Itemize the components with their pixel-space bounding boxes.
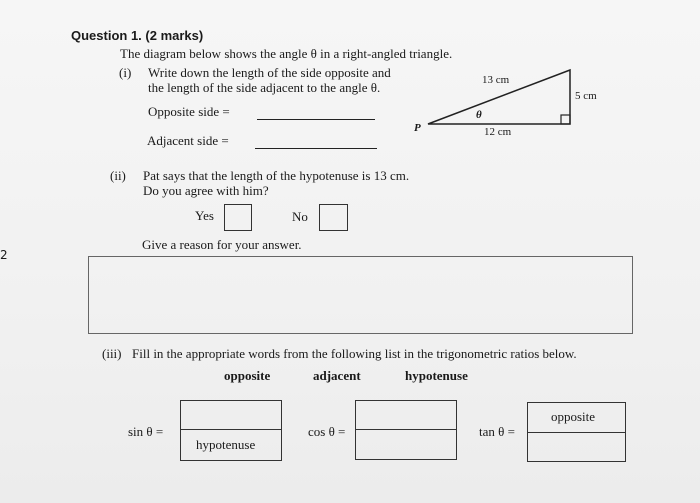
tan-numerator: opposite: [551, 409, 596, 424]
opposite-side-label: Opposite side =: [148, 104, 230, 119]
part-i-line2: the length of the side adjacent to the angle θ.: [148, 80, 381, 95]
cos-fraction-bar: [356, 429, 456, 430]
no-label: No: [292, 209, 308, 224]
yes-checkbox[interactable]: [224, 204, 252, 231]
adjacent-side-label: Adjacent side =: [147, 133, 229, 148]
part-iii-number: (iii): [102, 346, 122, 361]
word-adjacent: adjacent: [313, 368, 361, 383]
question-intro: The diagram below shows the angle θ in a right-angled triangle.: [120, 46, 453, 61]
part-ii-number: (ii): [110, 168, 126, 183]
part-iii-instruction: Fill in the appropriate words from the following list in the trigonometric ratios below.: [132, 346, 577, 361]
part-i-line1: Write down the length of the side opposite and: [148, 65, 391, 80]
part-ii-line2: Do you agree with him?: [143, 183, 269, 198]
yes-label: Yes: [195, 208, 214, 223]
cos-denominator-blank[interactable]: [356, 431, 454, 457]
base-length-label: 12 cm: [484, 126, 512, 138]
edge-mark: 2: [0, 248, 8, 262]
part-i-number: (i): [119, 65, 132, 80]
part-ii-line1: Pat says that the length of the hypotenuse is 13 cm.: [143, 168, 410, 183]
sin-label: sin θ =: [128, 424, 164, 439]
sin-numerator-blank[interactable]: [181, 401, 279, 427]
no-checkbox[interactable]: [319, 204, 348, 231]
opposite-length-label: 5 cm: [575, 90, 597, 102]
hypotenuse-length-label: 13 cm: [482, 74, 510, 86]
word-opposite: opposite: [224, 368, 271, 383]
sin-fraction-bar: [181, 429, 281, 430]
reason-prompt: Give a reason for your answer.: [142, 237, 302, 252]
opposite-answer-line[interactable]: [257, 119, 375, 120]
reason-answer-box[interactable]: [88, 256, 633, 334]
tan-label: tan θ =: [479, 424, 515, 439]
adjacent-answer-line[interactable]: [255, 148, 377, 149]
cos-numerator-blank[interactable]: [356, 401, 454, 427]
cos-label: cos θ =: [308, 424, 346, 439]
question-title: Question 1. (2 marks): [71, 28, 204, 43]
tan-denominator-blank[interactable]: [528, 433, 623, 459]
sin-denominator: hypotenuse: [196, 437, 256, 452]
vertex-p-label: P: [414, 122, 421, 134]
word-hypotenuse: hypotenuse: [405, 368, 468, 383]
angle-theta-label: θ: [476, 109, 482, 121]
